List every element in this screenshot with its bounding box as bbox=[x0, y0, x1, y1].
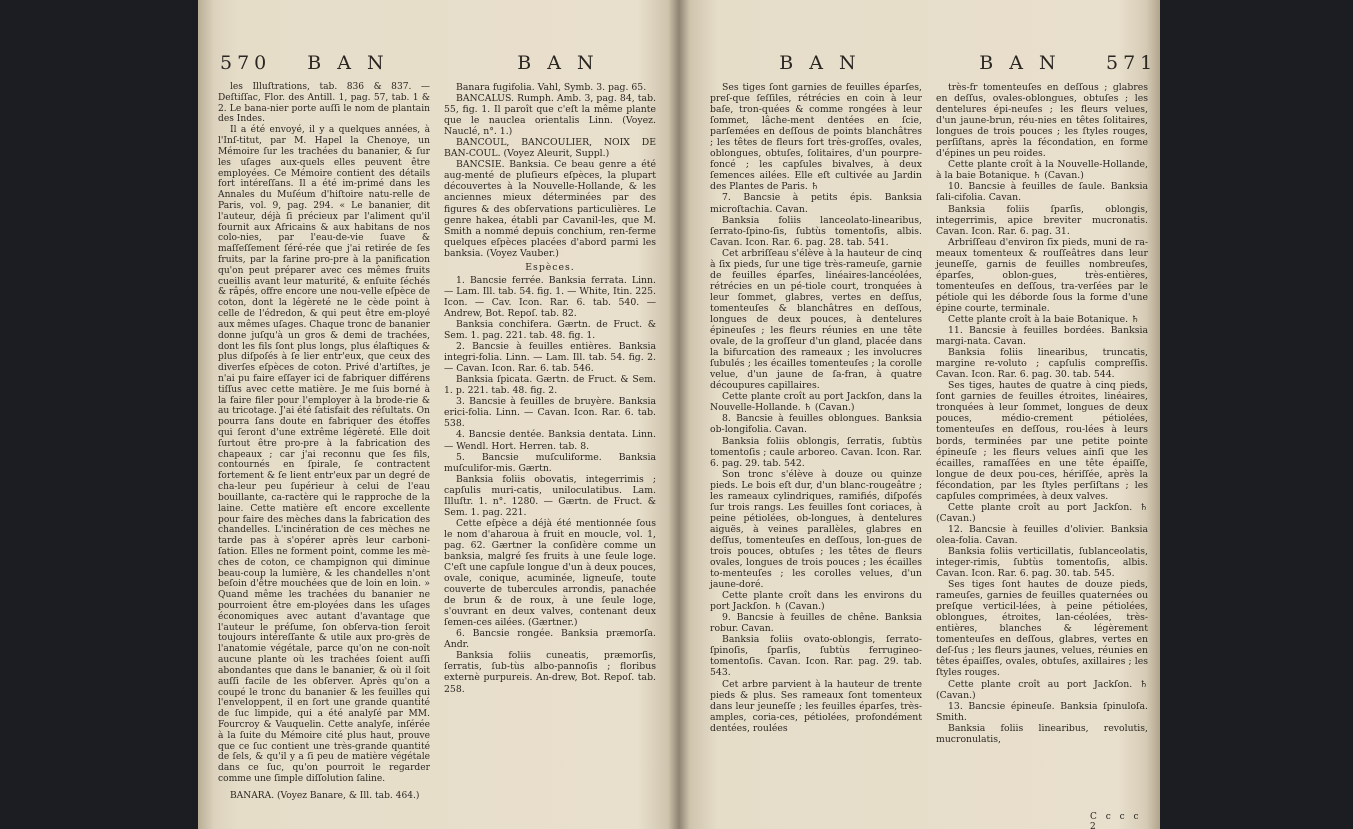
left-running-head bbox=[218, 52, 658, 78]
paragraph: BANARA. (Voyez Banare, & Ill. tab. 464.) bbox=[230, 790, 420, 801]
paragraph: Banksia foliis lanceolato-linearibus, ſerrato-ſpino-ſis, ſubtùs tomentoſis, albis. Cavan. Icon. Rar. 6. pag. 28. tab. 541. bbox=[710, 214, 922, 248]
paragraph: 3. Bancsie à feuilles de bruyère. Banksia erici-folia. Linn. — Cavan. Icon. Rar. 6. tab. 538. bbox=[444, 396, 656, 430]
section-heading: Espèces. bbox=[525, 261, 575, 273]
paragraph: Banksia foliis verticillatis, ſublanceolatis, integer-rimis, ſubtùs tomentoſis, albis. Cavan. Icon. Rar. 6. pag. 30. tab. 545. bbox=[936, 545, 1148, 580]
right-title-2: B A N bbox=[979, 52, 1061, 74]
paragraph: Arbriſſeau d'environ ſix pieds, muni de ra-meaux tomenteux & rouſſeâtres dans leur jeuneſſe, garnis de feuilles nombreuſes, éparſes, oblon-gues, très-entières, tomenteuſes en deſſous, tra-verſées par le pétiole qui les déborde ſous la forme d'une épine courte, terminale. bbox=[936, 236, 1148, 314]
paragraph: Cet arbriſſeau s'élève à la hauteur de cinq à ſix pieds, ſur une tige très-rameuſe, garnie de feuilles éparſes, linéaires-lancéolées, rétrécies en un pé-tiole court, tronquées à leur ſommet, glabres, vertes en deſſus, tomenteuſes & blanchâtres en deſſous, longues de deux pouces, à dentelures épineuſes ; les fleurs réunies en une tête ovale, de la groſſeur d'un gland, placée dans la bifurcation des rameaux ; les involucres ſubulés ; les écailles tomenteuſes ; la corolle velue, d'un jaune de ſa-fran, à quatre découpures capillaires. bbox=[710, 247, 922, 392]
paragraph: 2. Bancsie à feuilles entières. Banksia integri-folia. Linn. — Lam. Ill. tab. 54. fig. 2. — Cavan. Icon. Rar. 6. tab. 546. bbox=[444, 341, 656, 375]
paragraph: Cette plante croît dans les environs du port Jackſon. ♄ (Cavan.) bbox=[710, 590, 922, 613]
book-spread bbox=[198, 0, 1160, 829]
paragraph: 12. Bancsie à feuilles d'olivier. Banksia olea-folia. Cavan. bbox=[936, 523, 1148, 546]
paragraph: 6. Bancsie rongée. Banksia præmorſa. Andr. bbox=[444, 628, 656, 651]
paragraph: 13. Bancsie épineuſe. Banksia ſpinuloſa. Smith. bbox=[936, 700, 1148, 723]
paragraph: Banksia foliis linearibus, revolutis, mucronulatis, bbox=[936, 722, 1148, 745]
right-page bbox=[710, 0, 1158, 829]
right-column-2 bbox=[936, 82, 1148, 745]
paragraph: Ses tiges ſont hautes de douze pieds, rameuſes, garnies de feuilles quaternées ou preſque verticil-lées, à peine pétiolées, oblongues, étroites, lan-céolées, très-entières, blanches & légèrement tomenteuſes en deſſous, glabres, vertes en deſ-ſus ; les fleurs jaunes, velues, réunies en têtes épaiſſes, ovales, obtuſes, axillaires ; les ſtyles rouges. bbox=[936, 579, 1148, 679]
paragraph: 11. Bancsie à feuilles bordées. Banksia margi-nata. Cavan. bbox=[936, 325, 1148, 348]
left-page bbox=[218, 0, 658, 829]
paragraph: Banksia foliis ſparſis, oblongis, integerrimis, apice breviter mucronatis. Cavan. Icon. Rar. 6. pag. 31. bbox=[936, 203, 1148, 237]
paragraph: 5. Bancsie muſculiforme. Banksia muſculifor-mis. Gærtn. bbox=[444, 451, 656, 474]
right-title-1: B A N bbox=[779, 52, 861, 74]
paragraph: 8. Bancsie à feuilles oblongues. Banksia ob-longifolia. Cavan. bbox=[710, 413, 922, 436]
paragraph: Banksia foliis obovatis, integerrimis ; capſulis muri-catis, uniloculatibus. Lam. Illuſtr. 1. n°. 1280. — Gærtn. de Fruct. & Sem. 1. pag. 221. bbox=[444, 473, 656, 518]
paragraph: Ses tiges ſont garnies de feuilles éparſes, preſ-que ſeſſiles, rétrécies en coin à leur baſe, tron-quées & comme rongées à leur ſommet, lâche-ment dentées en ſcie, parſemées en deſſous de points blanchâtres ; les têtes de fleurs fort très-groſſes, ovales, oblongues, obtuſes, ſolitaires, d'un pourpre-foncé ; les capſules bivalves, à deux ſemences ailées. Elle eſt cultivée au Jardin des Plantes de Paris. ♄ bbox=[710, 82, 922, 193]
paragraph: Son tronc s'élève à douze ou quinze pieds. Le bois eſt dur, d'un blanc-rougeâtre ; les rameaux cylindriques, ramifiés, diſpoſés ſur trois rangs. Les feuilles ſont coriaces, à peine pétiolées, ob-longues, à dentelures aiguës, à veines parallèles, glabres en deſſus, tomenteuſes en deſſous, lon-gues de trois pouces, obtuſes ; les têtes de fleurs ovales, longues de trois pouces ; les écailles to-menteuſes ; les corolles velues, d'un jaune-doré. bbox=[710, 468, 922, 591]
paragraph: Ses tiges, hautes de quatre à cinq pieds, ſont garnies de feuilles étroites, linéaires, tronquées à leur ſommet, longues de deux pouces, médio-crement pétiolées, tomenteuſes en deſſous, rou-lées à leurs bords, terminées par une petite pointe épineuſe ; les fleurs velues ainſi que les écailles, ramaſſées en une tête épaiſſe, longue de deux pou-ces, hériſſée, après la fécondation, par les ſtyles perſiſtans ; les capſules comprimées, à deux valves. bbox=[936, 380, 1148, 502]
paragraph: BANCSIE. Banksia. Ce beau genre a été aug-menté de pluſieurs eſpèces, la plupart découvertes à la Nouvelle-Hollande, & les anciennes mieux déterminées par des figures & des obſervations particulières. Le genre hakea, établi par Cavanil-les, que M. Smith a nommé depuis conchium, ren-ferme quelques eſpèces placées d'abord parmi les banksia. (Voyez Vauber.) bbox=[444, 159, 656, 259]
paragraph: BANCOUL, BANCOULIER, NOIX DE BAN-COUL. (Voyez Aleurit, Suppl.) bbox=[444, 137, 656, 160]
paragraph: Banara fugifolia. Vahl, Symb. 3. pag. 65. bbox=[456, 82, 647, 93]
paragraph: Cette plante croît au port Jackſon. ♄ (Cavan.) bbox=[936, 678, 1148, 701]
left-column-2 bbox=[444, 82, 656, 695]
paragraph: 9. Bancsie à feuilles de chêne. Banksia robur. Cavan. bbox=[710, 612, 922, 635]
paragraph: Banksia ſpicata. Gærtn. de Fruct. & Sem. 1. p. 221. tab. 48. fig. 2. bbox=[444, 374, 656, 397]
paragraph: Il a été envoyé, il y a quelques années, à l'Inſ-titut, par M. Hapel la Chenoye, un Mémoire ſur les trachées du bananier, & ſur les uſages aux-quels elles peuvent être employées. Ce Mémoire contient des détails fort intéreſſans. Il a été im-primé dans les Annales du Muſéum d'hiſtoire natu-relle de Paris, vol. 9, pag. 294. « Le bananier, dit l'auteur, déjà ſi précieux par l'aliment qu'il fournit aux Africains & aux habitans de nos colo-nies, par l'eau-de-vie ſuave & maſſeſſement ſéré-rée que j'ai retirée de ſes fruits, par la farine pro-pre à la panification qu'on peut préparer avec ces mêmes fruits cueillis avant leur maturité, & enſuite ſéchés & râpés, offre encore une nou-velle eſpèce de coton, dont la légèreté ne le cède point à celle de l'édredon, & qui peut être em-ployé aux mêmes uſages. Chaque tronc de bananier donne juſqu'à un gros & demi de trachées, dont les fils ſont plus longs, plus élaſtiques & plus diſpoſés à ſe lier entr'eux, que ceux des diverſes eſpèces de coton. Privé d'artiſtes, je n'ai pu faire eſſayer ici de fabriquer différens tiſſus avec cette matière. Je me ſuis borné à la faire filer pour l'employer à la brode-rie & au tricotage. J'ai été ſatisfait des réſultats. On pourra ſans doute en fabriquer des étoffes qui ſeront d'une extrême légèreté. Elle doit ſurtout être pro-pre à la fabrication des chapeaux ; car j'ai reconnu que ſes fils, contournés en ſpirale, ſe contractent fortement & ſe lient entr'eux par un degré de cha-leur peu ſupérieur à celui de l'eau bouillante, ca-ractère qui le rapproche de la laine. Cette matière eſt encore excellente pour faire des mèches dans la fabrication des chandelles. L'incinération de ces mèches ne tarde pas à s'opérer après leur carboni-ſation. Elles ne forment point, comme les mè-ches de coton, ce champignon qui diminue beau-coup la lumière, & les chandelles n'ont beſoin d'être mouchées que de loin en loin. » Quand même les trachées du bananier ne pourroient être em-ployées dans les uſages économiques avec autant d'avantage que l'auteur le préſume, ſon obſerva-tion ſeroit toujours intéreſſante & utile aux pro-grès de l'anatomie végétale, parce qu'on ne con-noît aucune plante où les trachées ſoient auſſi abondantes que dans le bananier, & où il ſoit auſſi facile de les obſerver. Après qu'on a coupé le tronc du bananier & les feuilles qui l'enveloppent, il en ſort une grande quantité de ſuc limpide, qui a été analyſé par MM. Fourcroy & Vauquelin. Cette analyſe, inſérée à la ſuite du Mémoire cité plus haut, prouve que ce ſuc contient une très-grande quantité de ſels, & qu'il y a ſi peu de matière végétale dans ce ſuc, qu'on pourroit le regarder comme une ſimple diſſolution ſaline. bbox=[218, 125, 430, 784]
paragraph: Banksia conchifera. Gærtn. de Fruct. & Sem. 1. pag. 221. tab. 48. fig. 1. bbox=[444, 318, 656, 342]
paragraph: Cette plante croît à la baie Botanique. ♄ bbox=[948, 313, 1140, 325]
paragraph: 1. Bancsie ferrée. Banksia ferrata. Linn. — Lam. Ill. tab. 54. fig. 1. — White, Itin. 225. Icon. — Cav. Icon. Rar. 6. tab. 540. — Andrew, Bot. Repoſ. tab. 82. bbox=[444, 274, 656, 319]
left-column-1 bbox=[218, 82, 430, 802]
paragraph: Banksia foliis cuneatis, præmorſis, ſerratis, ſub-tùs albo-pannoſis ; floribus externè purpureis. An-drew, Bot. Repoſ. tab. 258. bbox=[444, 650, 656, 695]
paragraph: BANCALUS. Rumph. Amb. 3, pag. 84, tab. 55, fig. 1. Il paroît que c'eſt la même plante que le nauclea orientalis Linn. (Voyez. Nauclé, n°. 1.) bbox=[444, 93, 656, 138]
paragraph: Cette plante croît au port Jackſon. ♄ (Cavan.) bbox=[936, 501, 1148, 524]
paragraph: 4. Bancsie dentée. Banksia dentata. Linn. — Wendl. Hort. Herren. tab. 8. bbox=[444, 429, 656, 452]
paragraph: très-fr tomenteuſes en deſſous ; glabres en deſſus, ovales-oblongues, obtuſes ; les dentelures épi-neuſes ; les fleurs velues, d'un jaune-brun, réu-nies en têtes ſolitaires, longues de trois pouces ; les ſtyles rouges, perſiſtans, après la fécondation, en forme d'épines un peu roides. bbox=[936, 82, 1148, 160]
paragraph: Cette plante croît à la Nouvelle-Hollande, à la baie Botanique. ♄ (Cavan.) bbox=[936, 159, 1148, 182]
left-page-number: 570 bbox=[220, 52, 272, 74]
paragraph: Banksia foliis oblongis, ſerratis, ſubtùs tomentoſis ; caule arboreo. Cavan. Icon. Rar. 6. pag. 29. tab. 542. bbox=[710, 435, 922, 469]
left-title-1: B A N bbox=[307, 52, 389, 74]
paragraph: Cette eſpèce a déjà été mentionnée ſous le nom d'aharoua à fruit en moucle, vol. 1, pag. 62. Gærtner la conſidère comme un banksia, malgré ſes fruits à une ſeule loge. C'eſt une capſule longue d'un à deux pouces, ovale, conique, acuminée, ligneuſe, toute couverte de tubercules arrondis, panachée de brun & de roux, à une ſeule loge, s'ouvrant en deux valves, contenant deux ſemen-ces ailées. (Gærtner.) bbox=[444, 517, 656, 629]
paragraph: les Illuſtrations, tab. 836 & 837. — Deſtiſſac, Flor. des Antill. 1, pag. 57, tab. 1 & 2. Le bana-nier porte auſſi le nom de plantain des Indes. bbox=[218, 82, 430, 125]
paragraph: Cet arbre parvient à la hauteur de trente pieds & plus. Ses rameaux ſont tomenteux dans leur jeuneſſe ; les feuilles éparſes, très-amples, coria-ces, pétiolées, profondément dentées, roulées bbox=[710, 678, 922, 734]
paragraph: Cette plante croît au port Jackſon, dans la Nouvelle-Hollande. ♄ (Cavan.) bbox=[710, 391, 922, 414]
right-page-number: 571 bbox=[1106, 52, 1158, 74]
right-column-1 bbox=[710, 82, 922, 734]
signature-mark: C c c c 2 bbox=[1090, 812, 1142, 829]
paragraph: Banksia foliis linearibus, truncatis, margine re-voluto ; capſulis compreſſis. Cavan. Icon. Rar. 6. pag. 30. tab. 544. bbox=[936, 347, 1148, 381]
left-title-2: B A N bbox=[517, 52, 599, 74]
paragraph: 10. Bancsie à feuilles de ſaule. Banksia ſali-cifolia. Cavan. bbox=[936, 181, 1148, 204]
paragraph: 7. Bancsie à petits épis. Banksia microſtachia. Cavan. bbox=[710, 192, 922, 215]
paragraph: Banksia foliis ovato-oblongis, ſerrato-ſpinoſis, ſparſis, ſubtùs ferrugineo-tomentoſis. Cavan. Icon. Rar. pag. 29. tab. 543. bbox=[710, 634, 922, 679]
right-running-head bbox=[710, 52, 1158, 78]
